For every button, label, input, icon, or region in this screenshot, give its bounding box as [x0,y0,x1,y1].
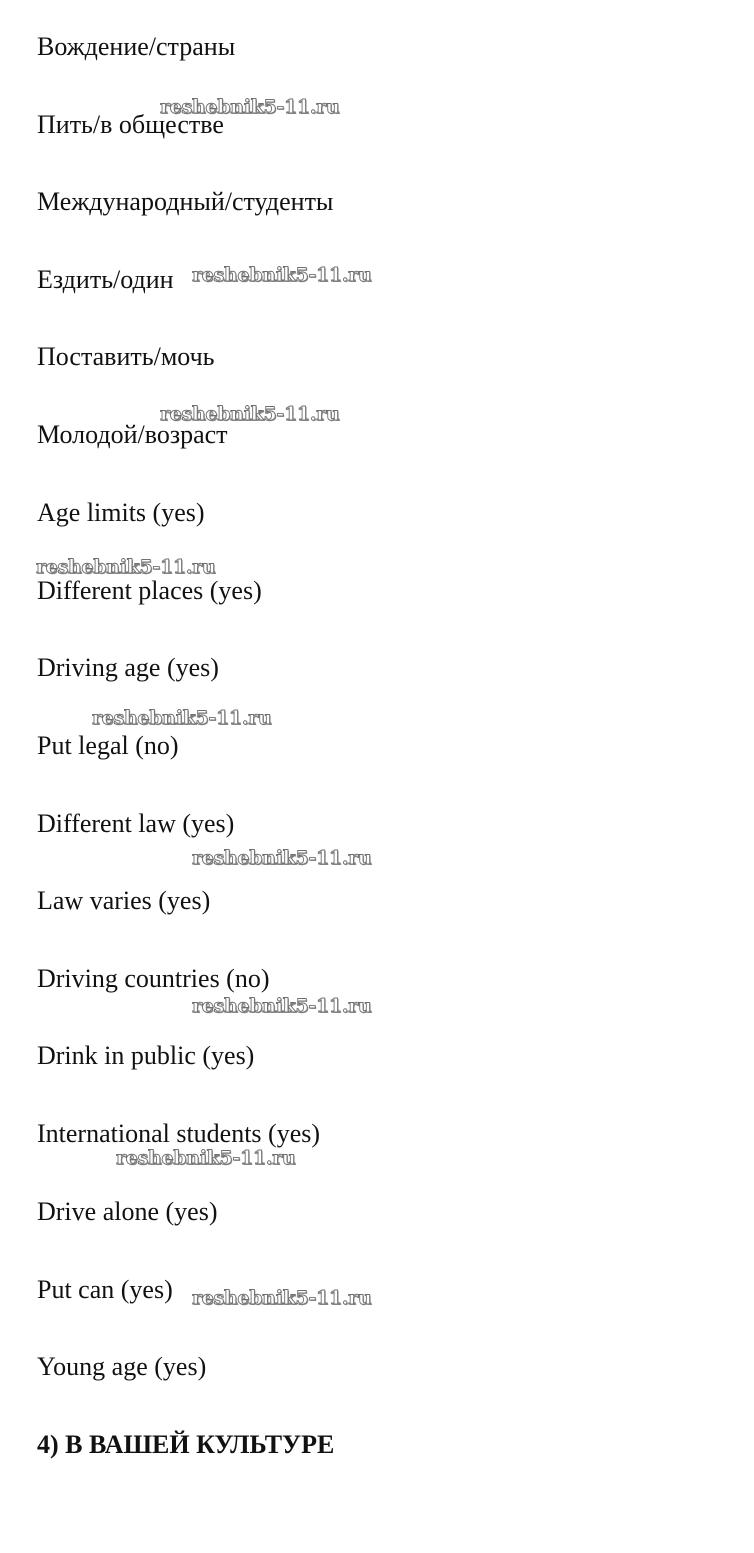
watermark: reshebnik5-11.ru [192,264,372,286]
watermark: reshebnik5-11.ru [36,556,216,578]
text-line: Different law (yes) [37,809,235,838]
text-line: Driving countries (no) [37,964,270,993]
text-line: Пить/в обществе [37,110,224,139]
watermark: reshebnik5-11.ru [92,707,272,729]
watermark: reshebnik5-11.ru [160,96,340,118]
text-line: Different places (yes) [37,576,262,605]
text-line: Международный/студенты [37,187,334,216]
watermark: reshebnik5-11.ru [192,847,372,869]
text-line: Driving age (yes) [37,653,219,682]
text-line: Put legal (no) [37,731,179,760]
watermark: reshebnik5-11.ru [160,403,340,425]
text-line: Молодой/возраст [37,420,228,449]
text-line: Вождение/страны [37,32,236,61]
section-heading: 4) В ВАШЕЙ КУЛЬТУРЕ [37,1430,335,1459]
text-line: Drink in public (yes) [37,1041,255,1070]
watermark: reshebnik5-11.ru [192,995,372,1017]
text-line: Young age (yes) [37,1352,207,1381]
text-line: Age limits (yes) [37,498,205,527]
text-line: Ездить/один [37,265,174,294]
text-line: Put can (yes) [37,1275,173,1304]
text-line: Drive alone (yes) [37,1197,218,1226]
watermark: reshebnik5-11.ru [116,1147,296,1169]
text-line: International students (yes) [37,1119,321,1148]
watermark: reshebnik5-11.ru [192,1287,372,1309]
text-line: Поставить/мочь [37,342,215,371]
text-line: Law varies (yes) [37,886,211,915]
